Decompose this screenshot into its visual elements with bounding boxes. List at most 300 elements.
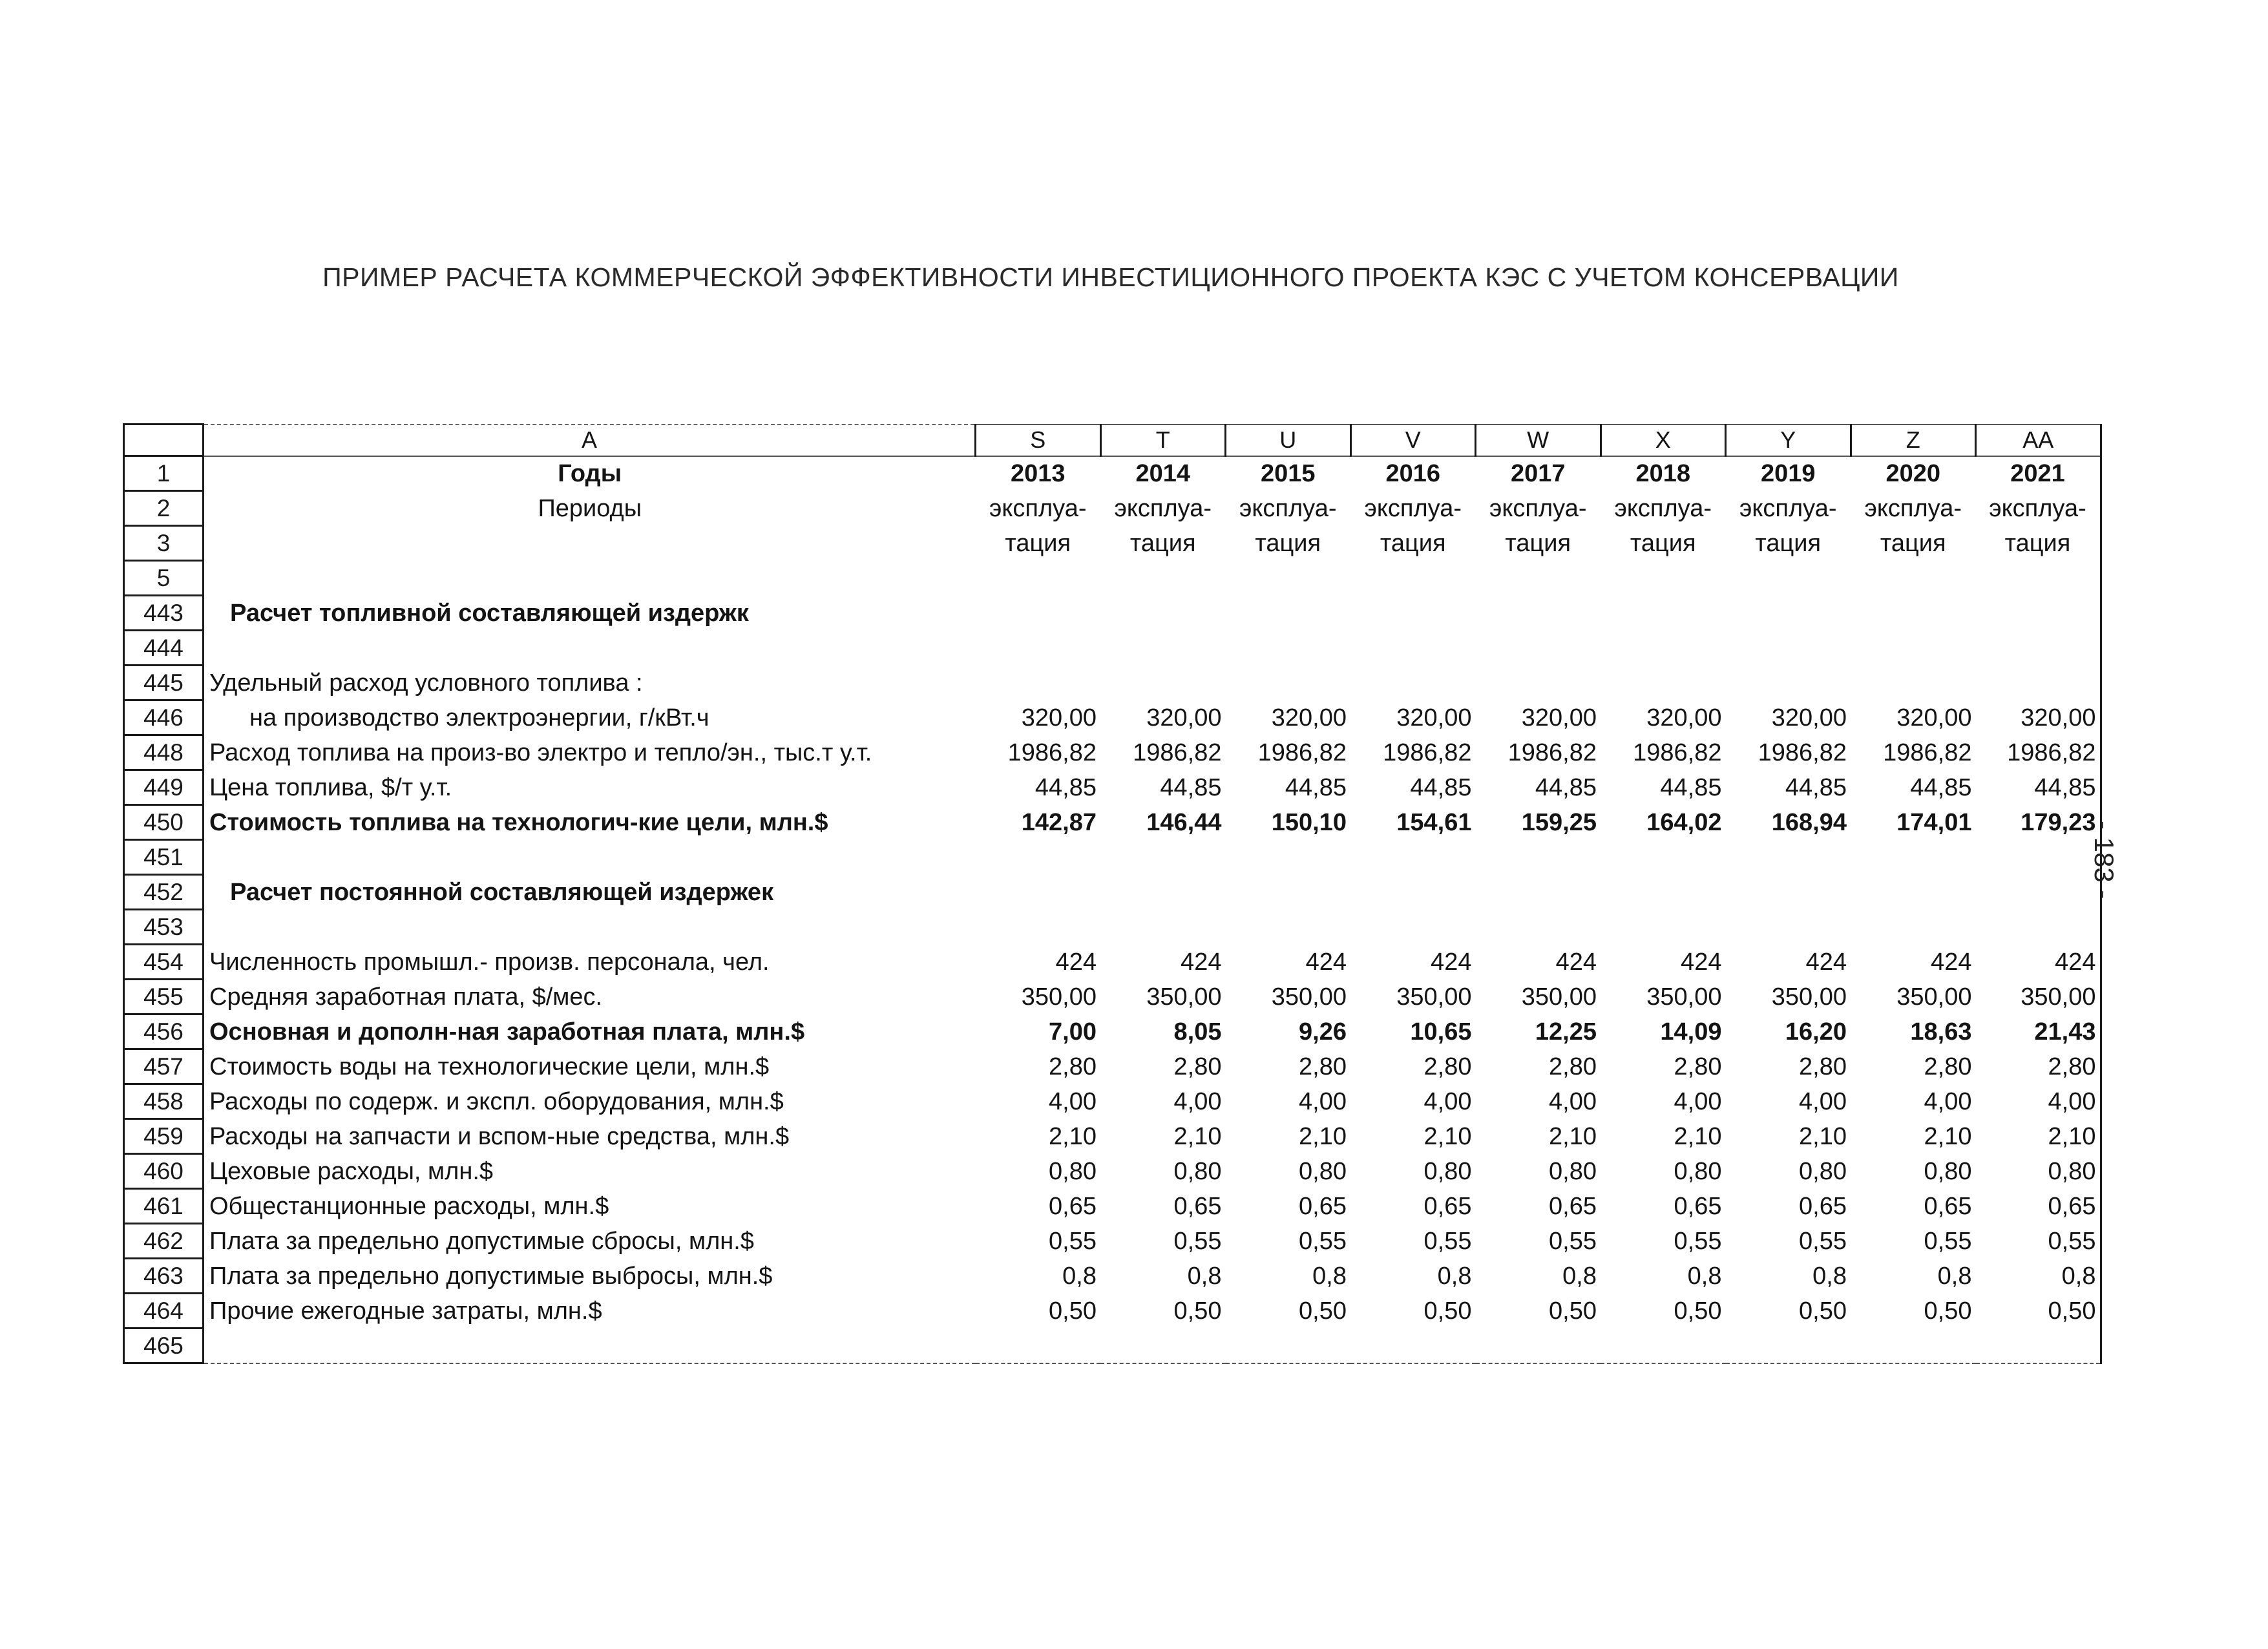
period-cell[interactable]: эксплуа- (1739, 494, 1837, 522)
value-cell[interactable]: 179,23 (1976, 805, 2101, 840)
row-number[interactable]: 451 (124, 840, 204, 875)
value-cell[interactable]: 320,00 (1146, 704, 1222, 731)
value-cell[interactable]: 0,65 (1549, 1192, 1597, 1220)
row-label[interactable]: Средняя заработная плата, $/мес. (204, 980, 976, 1014)
value-cell[interactable] (1851, 666, 1976, 700)
row-number[interactable]: 463 (124, 1259, 204, 1294)
year-cell[interactable]: 2018 (1635, 460, 1691, 487)
value-cell[interactable]: 0,8 (1687, 1262, 1722, 1290)
value-cell[interactable] (1476, 666, 1601, 700)
value-cell[interactable]: 350,00 (1646, 983, 1722, 1011)
row-number[interactable]: 465 (124, 1329, 204, 1363)
value-cell[interactable]: 350,00 (1271, 983, 1347, 1011)
value-cell[interactable]: 4,00 (1976, 1084, 2101, 1119)
value-cell[interactable] (1976, 910, 2101, 945)
value-cell[interactable] (1851, 631, 1976, 666)
value-cell[interactable]: 350,00 (1976, 980, 2101, 1014)
value-cell[interactable]: 1986,82 (1257, 739, 1347, 766)
value-cell[interactable]: 1986,82 (1883, 739, 1972, 766)
value-cell[interactable]: 2,80 (1976, 1049, 2101, 1084)
value-cell[interactable]: 320,00 (1896, 704, 1972, 731)
value-cell[interactable]: 18,63 (1910, 1018, 1972, 1045)
value-cell[interactable]: 0,50 (1049, 1297, 1097, 1325)
value-cell[interactable] (1601, 840, 1726, 875)
period-cell[interactable]: эксплуа- (1976, 491, 2101, 526)
value-cell[interactable]: 4,00 (1423, 1087, 1472, 1115)
value-cell[interactable]: 44,85 (1976, 770, 2101, 805)
row-label[interactable]: Периоды (204, 491, 976, 526)
row-label[interactable]: Расходы по содерж. и экспл. оборудования, млн.$ (204, 1084, 976, 1119)
period-cell[interactable]: тация (1005, 529, 1071, 557)
value-cell[interactable] (1851, 875, 1976, 910)
value-cell[interactable]: 2,10 (1924, 1122, 1972, 1150)
value-cell[interactable]: 12,25 (1535, 1018, 1597, 1045)
value-cell[interactable]: 0,55 (1299, 1227, 1347, 1255)
row-label[interactable]: Численность промышл.- произв. персонала, чел. (204, 945, 976, 980)
row-label[interactable]: Стоимость топлива на технологич-кие цели, млн.$ (204, 805, 976, 840)
value-cell[interactable] (1350, 561, 1476, 596)
value-cell[interactable] (976, 666, 1101, 700)
row-label[interactable] (204, 631, 976, 666)
value-cell[interactable]: 350,00 (1021, 983, 1097, 1011)
value-cell[interactable] (1350, 631, 1476, 666)
value-cell[interactable] (1851, 596, 1976, 631)
row-number[interactable]: 2 (124, 491, 204, 526)
value-cell[interactable] (1726, 596, 1851, 631)
value-cell[interactable] (1726, 561, 1851, 596)
value-cell[interactable] (1350, 1329, 1476, 1363)
value-cell[interactable]: 4,00 (1674, 1087, 1722, 1115)
value-cell[interactable]: 0,65 (1976, 1189, 2101, 1224)
column-header[interactable]: W (1476, 425, 1601, 456)
row-label[interactable]: Расход топлива на произ-во электро и тепло/эн., тыс.т у.т. (204, 735, 976, 770)
column-header[interactable]: U (1226, 425, 1351, 456)
value-cell[interactable]: 8,05 (1173, 1018, 1222, 1045)
period-cell[interactable]: тация (1976, 526, 2101, 561)
row-number[interactable]: 444 (124, 631, 204, 666)
value-cell[interactable]: 0,50 (1423, 1297, 1472, 1325)
value-cell[interactable] (1601, 631, 1726, 666)
value-cell[interactable] (1476, 631, 1601, 666)
value-cell[interactable]: 154,61 (1396, 808, 1472, 836)
value-cell[interactable]: 0,50 (1173, 1297, 1222, 1325)
value-cell[interactable]: 0,80 (1976, 1154, 2101, 1189)
row-label[interactable] (204, 910, 976, 945)
value-cell[interactable]: 0,50 (1976, 1294, 2101, 1329)
column-header[interactable]: AA (1976, 425, 2101, 456)
value-cell[interactable]: 320,00 (1396, 704, 1472, 731)
year-cell[interactable]: 2015 (1260, 460, 1316, 487)
row-number[interactable]: 3 (124, 526, 204, 561)
period-cell[interactable]: эксплуа- (1364, 494, 1462, 522)
value-cell[interactable]: 4,00 (1173, 1087, 1222, 1115)
value-cell[interactable] (976, 1329, 1101, 1363)
period-cell[interactable]: тация (1255, 529, 1321, 557)
row-label[interactable]: Стоимость воды на технологические цели, млн.$ (204, 1049, 976, 1084)
value-cell[interactable]: 168,94 (1771, 808, 1847, 836)
value-cell[interactable]: 2,10 (1976, 1119, 2101, 1154)
period-cell[interactable]: тация (1755, 529, 1822, 557)
value-cell[interactable]: 0,50 (1799, 1297, 1847, 1325)
value-cell[interactable] (1601, 875, 1726, 910)
value-cell[interactable]: 0,65 (1049, 1192, 1097, 1220)
row-number[interactable]: 450 (124, 805, 204, 840)
year-cell[interactable]: 2021 (1976, 456, 2101, 491)
value-cell[interactable]: 424 (1431, 948, 1472, 976)
row-label[interactable]: Цеховые расходы, млн.$ (204, 1154, 976, 1189)
value-cell[interactable] (1601, 596, 1726, 631)
row-label[interactable]: Плата за предельно допустимые выбросы, млн.$ (204, 1259, 976, 1294)
value-cell[interactable] (1976, 631, 2101, 666)
value-cell[interactable]: 320,00 (1271, 704, 1347, 731)
value-cell[interactable] (1601, 1329, 1726, 1363)
value-cell[interactable]: 424 (1805, 948, 1847, 976)
row-number[interactable]: 452 (124, 875, 204, 910)
value-cell[interactable]: 2,10 (1049, 1122, 1097, 1150)
value-cell[interactable]: 2,80 (1299, 1053, 1347, 1080)
value-cell[interactable]: 424 (1976, 945, 2101, 980)
value-cell[interactable] (1226, 666, 1351, 700)
period-cell[interactable]: эксплуа- (989, 494, 1087, 522)
row-number[interactable]: 1 (124, 456, 204, 491)
row-label[interactable]: Удельный расход условного топлива : (204, 666, 976, 700)
period-cell[interactable]: тация (1380, 529, 1446, 557)
value-cell[interactable]: 44,85 (1535, 773, 1597, 801)
value-cell[interactable]: 0,55 (1549, 1227, 1597, 1255)
value-cell[interactable]: 0,55 (1924, 1227, 1972, 1255)
period-cell[interactable]: эксплуа- (1489, 494, 1587, 522)
value-cell[interactable] (1226, 875, 1351, 910)
period-cell[interactable]: эксплуа- (1614, 494, 1712, 522)
period-cell[interactable]: тация (1505, 529, 1571, 557)
value-cell[interactable]: 0,50 (1549, 1297, 1597, 1325)
value-cell[interactable]: 0,8 (1937, 1262, 1972, 1290)
value-cell[interactable]: 9,26 (1299, 1018, 1347, 1045)
row-number[interactable]: 446 (124, 700, 204, 735)
row-label[interactable] (204, 526, 976, 561)
value-cell[interactable]: 4,00 (1924, 1087, 1972, 1115)
value-cell[interactable]: 0,55 (1976, 1224, 2101, 1259)
row-number[interactable]: 453 (124, 910, 204, 945)
value-cell[interactable]: 0,80 (1049, 1157, 1097, 1185)
column-header[interactable]: Y (1726, 425, 1851, 456)
row-number[interactable]: 464 (124, 1294, 204, 1329)
value-cell[interactable] (1476, 910, 1601, 945)
value-cell[interactable] (1100, 875, 1226, 910)
row-number[interactable]: 461 (124, 1189, 204, 1224)
value-cell[interactable]: 424 (1181, 948, 1222, 976)
corner-cell[interactable] (124, 425, 204, 456)
value-cell[interactable]: 0,55 (1423, 1227, 1472, 1255)
value-cell[interactable] (1476, 1329, 1601, 1363)
value-cell[interactable]: 0,80 (1173, 1157, 1222, 1185)
value-cell[interactable]: 424 (1931, 948, 1972, 976)
value-cell[interactable]: 44,85 (1660, 773, 1722, 801)
row-label[interactable]: Расчет топливной составляющей издержк (204, 596, 976, 631)
value-cell[interactable] (1976, 1329, 2101, 1363)
value-cell[interactable]: 320,00 (1646, 704, 1722, 731)
value-cell[interactable] (1100, 561, 1226, 596)
value-cell[interactable]: 164,02 (1646, 808, 1722, 836)
row-number[interactable]: 456 (124, 1014, 204, 1049)
year-cell[interactable]: 2014 (1135, 460, 1191, 487)
value-cell[interactable] (1100, 666, 1226, 700)
value-cell[interactable]: 0,65 (1799, 1192, 1847, 1220)
value-cell[interactable] (1350, 840, 1476, 875)
value-cell[interactable]: 0,80 (1299, 1157, 1347, 1185)
value-cell[interactable] (1851, 910, 1976, 945)
value-cell[interactable] (1350, 666, 1476, 700)
value-cell[interactable]: 7,00 (1049, 1018, 1097, 1045)
value-cell[interactable]: 0,8 (1437, 1262, 1472, 1290)
row-number[interactable]: 459 (124, 1119, 204, 1154)
value-cell[interactable] (1226, 596, 1351, 631)
value-cell[interactable]: 350,00 (1771, 983, 1847, 1011)
row-number[interactable]: 458 (124, 1084, 204, 1119)
value-cell[interactable] (1476, 840, 1601, 875)
value-cell[interactable] (1726, 666, 1851, 700)
value-cell[interactable] (1726, 875, 1851, 910)
table-row (124, 666, 2101, 700)
row-label[interactable] (204, 561, 976, 596)
value-cell[interactable]: 0,65 (1674, 1192, 1722, 1220)
row-label[interactable]: Расчет постоянной составляющей издержек (204, 875, 976, 910)
row-label[interactable]: Расходы на запчасти и вспом-ные средства, млн.$ (204, 1119, 976, 1154)
value-cell[interactable]: 14,09 (1660, 1018, 1722, 1045)
row-number[interactable]: 462 (124, 1224, 204, 1259)
value-cell[interactable]: 0,50 (1299, 1297, 1347, 1325)
value-cell[interactable] (1726, 910, 1851, 945)
value-cell[interactable]: 2,10 (1674, 1122, 1722, 1150)
value-cell[interactable]: 0,55 (1173, 1227, 1222, 1255)
value-cell[interactable]: 350,00 (1521, 983, 1597, 1011)
value-cell[interactable] (1851, 840, 1976, 875)
value-cell[interactable]: 0,8 (1187, 1262, 1222, 1290)
column-header[interactable]: V (1350, 425, 1476, 456)
value-cell[interactable] (1601, 561, 1726, 596)
value-cell[interactable]: 0,8 (1312, 1262, 1347, 1290)
value-cell[interactable]: 0,80 (1924, 1157, 1972, 1185)
value-cell[interactable]: 424 (1681, 948, 1722, 976)
value-cell[interactable] (1226, 840, 1351, 875)
value-cell[interactable]: 16,20 (1785, 1018, 1847, 1045)
value-cell[interactable]: 4,00 (1299, 1087, 1347, 1115)
value-cell[interactable]: 2,10 (1173, 1122, 1222, 1150)
value-cell[interactable]: 350,00 (1396, 983, 1472, 1011)
value-cell[interactable]: 4,00 (1799, 1087, 1847, 1115)
year-cell[interactable]: 2016 (1385, 460, 1441, 487)
value-cell[interactable] (1851, 561, 1976, 596)
value-cell[interactable]: 2,10 (1549, 1122, 1597, 1150)
value-cell[interactable]: 2,10 (1799, 1122, 1847, 1150)
value-cell[interactable]: 0,65 (1173, 1192, 1222, 1220)
value-cell[interactable]: 424 (1305, 948, 1347, 976)
value-cell[interactable] (1726, 1329, 1851, 1363)
period-cell[interactable]: тация (1129, 529, 1196, 557)
value-cell[interactable]: 2,80 (1924, 1053, 1972, 1080)
value-cell[interactable] (1100, 596, 1226, 631)
value-cell[interactable] (1601, 666, 1726, 700)
value-cell[interactable]: 2,80 (1423, 1053, 1472, 1080)
value-cell[interactable] (1976, 666, 2101, 700)
row-number[interactable]: 457 (124, 1049, 204, 1084)
value-cell[interactable]: 0,50 (1924, 1297, 1972, 1325)
value-cell[interactable] (1726, 840, 1851, 875)
value-cell[interactable] (1226, 561, 1351, 596)
value-cell[interactable]: 1986,82 (1758, 739, 1847, 766)
value-cell[interactable]: 21,43 (1976, 1014, 2101, 1049)
value-cell[interactable]: 0,50 (1674, 1297, 1722, 1325)
value-cell[interactable] (1350, 910, 1476, 945)
value-cell[interactable]: 350,00 (1146, 983, 1222, 1011)
column-header[interactable]: Z (1851, 425, 1976, 456)
value-cell[interactable] (1100, 631, 1226, 666)
period-cell[interactable]: эксплуа- (1239, 494, 1337, 522)
value-cell[interactable] (1350, 875, 1476, 910)
value-cell[interactable]: 2,80 (1049, 1053, 1097, 1080)
value-cell[interactable]: 0,55 (1799, 1227, 1847, 1255)
period-cell[interactable]: эксплуа- (1114, 494, 1212, 522)
value-cell[interactable]: 2,10 (1423, 1122, 1472, 1150)
row-number[interactable]: 454 (124, 945, 204, 980)
row-number[interactable]: 448 (124, 735, 204, 770)
value-cell[interactable]: 0,65 (1299, 1192, 1347, 1220)
value-cell[interactable] (1476, 875, 1601, 910)
year-cell[interactable]: 2013 (1010, 460, 1066, 487)
value-cell[interactable] (1851, 1329, 1976, 1363)
value-cell[interactable]: 142,87 (1021, 808, 1097, 836)
value-cell[interactable] (1726, 631, 1851, 666)
value-cell[interactable]: 1986,82 (1007, 739, 1097, 766)
value-cell[interactable] (1601, 910, 1726, 945)
row-label[interactable]: Прочие ежегодные затраты, млн.$ (204, 1294, 976, 1329)
value-cell[interactable]: 4,00 (1549, 1087, 1597, 1115)
value-cell[interactable]: 44,85 (1910, 773, 1972, 801)
column-header[interactable]: X (1601, 425, 1726, 456)
value-cell[interactable]: 4,00 (1049, 1087, 1097, 1115)
row-number[interactable]: 455 (124, 980, 204, 1014)
row-label[interactable] (204, 1329, 976, 1363)
value-cell[interactable]: 320,00 (1021, 704, 1097, 731)
value-cell[interactable]: 44,85 (1410, 773, 1472, 801)
value-cell[interactable]: 424 (1055, 948, 1097, 976)
year-cell[interactable]: 2020 (1885, 460, 1941, 487)
value-cell[interactable] (1350, 596, 1476, 631)
value-cell[interactable]: 44,85 (1285, 773, 1347, 801)
value-cell[interactable]: 0,65 (1423, 1192, 1472, 1220)
column-header[interactable]: S (976, 425, 1101, 456)
value-cell[interactable]: 2,10 (1299, 1122, 1347, 1150)
row-number[interactable]: 443 (124, 596, 204, 631)
value-cell[interactable]: 146,44 (1146, 808, 1222, 836)
value-cell[interactable]: 44,85 (1034, 773, 1097, 801)
value-cell[interactable] (976, 840, 1101, 875)
value-cell[interactable] (1100, 840, 1226, 875)
value-cell[interactable]: 174,01 (1896, 808, 1972, 836)
value-cell[interactable] (976, 561, 1101, 596)
value-cell[interactable]: 0,8 (1812, 1262, 1847, 1290)
value-cell[interactable]: 1986,82 (1976, 735, 2101, 770)
value-cell[interactable]: 1986,82 (1507, 739, 1597, 766)
value-cell[interactable]: 0,65 (1924, 1192, 1972, 1220)
value-cell[interactable]: 1986,82 (1633, 739, 1722, 766)
value-cell[interactable]: 2,80 (1799, 1053, 1847, 1080)
value-cell[interactable] (976, 596, 1101, 631)
value-cell[interactable]: 1986,82 (1133, 739, 1222, 766)
value-cell[interactable]: 320,00 (1976, 700, 2101, 735)
row-label[interactable]: Годы (204, 456, 976, 491)
period-cell[interactable]: эксплуа- (1864, 494, 1962, 522)
value-cell[interactable]: 320,00 (1771, 704, 1847, 731)
value-cell[interactable]: 44,85 (1785, 773, 1847, 801)
value-cell[interactable]: 159,25 (1521, 808, 1597, 836)
value-cell[interactable]: 0,55 (1049, 1227, 1097, 1255)
value-cell[interactable]: 0,80 (1549, 1157, 1597, 1185)
row-number[interactable]: 5 (124, 561, 204, 596)
value-cell[interactable]: 1986,82 (1383, 739, 1472, 766)
value-cell[interactable] (1976, 596, 2101, 631)
value-cell[interactable]: 0,8 (1976, 1259, 2101, 1294)
year-cell[interactable]: 2017 (1510, 460, 1566, 487)
value-cell[interactable] (976, 875, 1101, 910)
value-cell[interactable] (1976, 840, 2101, 875)
table-row (124, 561, 2101, 596)
period-cell[interactable]: тация (1630, 529, 1696, 557)
value-cell[interactable]: 2,80 (1674, 1053, 1722, 1080)
value-cell[interactable] (1226, 1329, 1351, 1363)
row-label[interactable]: Общестанционные расходы, млн.$ (204, 1189, 976, 1224)
value-cell[interactable] (976, 910, 1101, 945)
value-cell[interactable]: 10,65 (1410, 1018, 1472, 1045)
row-label[interactable]: Плата за предельно допустимые сбросы, млн.$ (204, 1224, 976, 1259)
row-label[interactable]: Основная и дополн-ная заработная плата, млн.$ (204, 1014, 976, 1049)
value-cell[interactable]: 150,10 (1271, 808, 1347, 836)
column-header-row (124, 425, 2101, 456)
row-number[interactable]: 445 (124, 666, 204, 700)
value-cell[interactable]: 424 (1555, 948, 1597, 976)
value-cell[interactable]: 44,85 (1160, 773, 1222, 801)
value-cell[interactable] (1476, 561, 1601, 596)
value-cell[interactable] (1976, 875, 2101, 910)
value-cell[interactable] (976, 631, 1101, 666)
value-cell[interactable] (1100, 910, 1226, 945)
row-label[interactable] (204, 840, 976, 875)
value-cell[interactable]: 0,80 (1674, 1157, 1722, 1185)
value-cell[interactable] (1226, 631, 1351, 666)
value-cell[interactable]: 0,55 (1674, 1227, 1722, 1255)
value-cell[interactable]: 350,00 (1896, 983, 1972, 1011)
value-cell[interactable]: 0,80 (1799, 1157, 1847, 1185)
value-cell[interactable]: 2,80 (1549, 1053, 1597, 1080)
value-cell[interactable]: 0,8 (1562, 1262, 1597, 1290)
row-label[interactable]: Цена топлива, $/т у.т. (204, 770, 976, 805)
value-cell[interactable]: 320,00 (1521, 704, 1597, 731)
value-cell[interactable]: 0,8 (1062, 1262, 1097, 1290)
value-cell[interactable]: 0,80 (1423, 1157, 1472, 1185)
year-cell[interactable]: 2019 (1760, 460, 1816, 487)
value-cell[interactable] (1976, 561, 2101, 596)
value-cell[interactable] (1226, 910, 1351, 945)
value-cell[interactable] (1100, 1329, 1226, 1363)
column-header[interactable]: T (1100, 425, 1226, 456)
period-cell[interactable]: тация (1880, 529, 1946, 557)
row-number[interactable]: 449 (124, 770, 204, 805)
value-cell[interactable] (1476, 596, 1601, 631)
row-label[interactable]: на производство электроэнергии, г/кВт.ч (204, 700, 976, 735)
value-cell[interactable]: 2,80 (1173, 1053, 1222, 1080)
row-number[interactable]: 460 (124, 1154, 204, 1189)
column-header-a[interactable]: A (204, 425, 976, 456)
